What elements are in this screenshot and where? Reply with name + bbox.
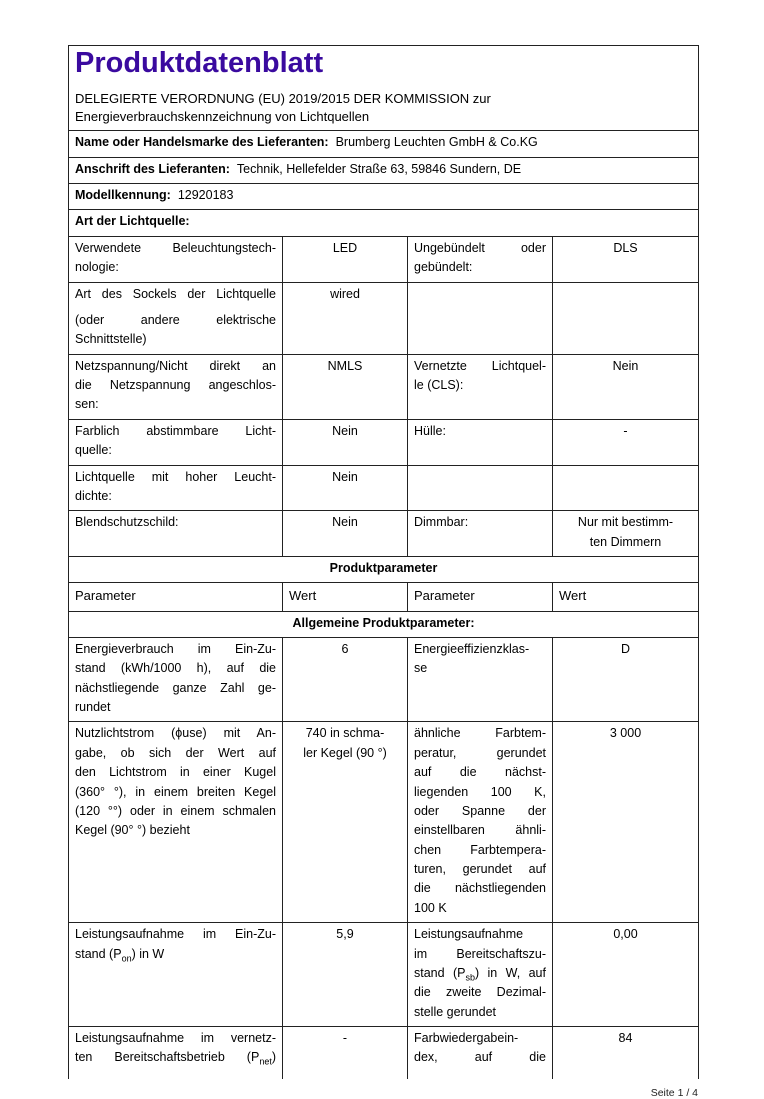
param-useful-luminous-flux-value: 740 in schma- ler Kegel (90 °)	[283, 722, 408, 923]
param-envelope-label: Hülle:	[408, 419, 553, 465]
param-high-luminance-value: Nein	[283, 465, 408, 511]
column-header-row	[69, 583, 699, 611]
supplier-address-cell	[69, 157, 699, 183]
section-header-row	[69, 611, 699, 637]
column-header-wert-1: Wert	[283, 583, 408, 611]
param-power-on-state-value: 5,9	[283, 923, 408, 1027]
param-color-rendering-index-value: 84	[553, 1027, 699, 1079]
empty-cell	[408, 282, 553, 354]
param-standby-power-value: 0,00	[553, 923, 699, 1027]
param-connected-light-source-label: Vernetzte Lichtquel- le (CLS):	[408, 354, 553, 419]
param-color-rendering-index-label: Farbwiedergabein- dex, auf die	[408, 1027, 553, 1079]
title-cell	[69, 46, 699, 131]
param-networked-standby-value: -	[283, 1027, 408, 1079]
supplier-name-cell	[69, 131, 699, 157]
table-row-networked-standby	[69, 1027, 699, 1079]
model-id-cell	[69, 184, 699, 210]
section-header-row	[69, 557, 699, 583]
table-row-power-on-state	[69, 923, 699, 1027]
section-header-produktparameter: Produktparameter	[69, 557, 699, 583]
param-networked-standby-label: Leistungsaufnahme im vernetz- ten Bereitschaftsbetrieb $(P_{net})$	[69, 1027, 283, 1079]
supplier-address-label: Anschrift des Lieferanten:	[75, 161, 230, 176]
empty-cell	[553, 465, 699, 511]
param-mains-voltage-value: NMLS	[283, 354, 408, 419]
datasheet-table	[68, 45, 699, 1079]
param-standby-power-label: Leistungsaufnahme im Bereitschaftszu- stand $(P_{sb})$ in W, auf die zweite Dezimal- stelle gerundet	[408, 923, 553, 1027]
param-lighting-technology-label: Verwendete Beleuchtungstech- nologie:	[69, 236, 283, 282]
param-anti-glare-label: Blendschutzschild:	[69, 511, 283, 557]
column-header-parameter-2: Parameter	[408, 583, 553, 611]
param-color-tunable-value: Nein	[283, 419, 408, 465]
table-row-color-tunable	[69, 419, 699, 465]
supplier-address-value: Technik, Hellefelder Straße 63, 59846 Sundern, DE	[236, 161, 522, 176]
param-energy-consumption-value: 6	[283, 637, 408, 722]
product-datasheet-page	[68, 45, 698, 1099]
param-socket-type-label: Art des Sockels der Lichtquelle (oder andere elektrische Schnittstelle)	[69, 282, 283, 354]
table-row-mains-voltage	[69, 354, 699, 419]
light-source-type-label: Art der Lichtquelle:	[75, 214, 190, 229]
table-row-lighting-technology	[69, 236, 699, 282]
param-power-on-state-label: Leistungsaufnahme im Ein-Zu- stand $(P_{on})$ in W	[69, 923, 283, 1027]
param-dimmable-label: Dimmbar:	[408, 511, 553, 557]
light-source-type-row	[69, 210, 699, 236]
model-id-label: Modellkennung:	[75, 188, 171, 203]
model-id-value: 12920183	[177, 188, 234, 203]
model-id-row	[69, 184, 699, 210]
page-title: Produktdatenblatt	[75, 47, 324, 79]
param-socket-type-value: wired	[283, 282, 408, 354]
param-energy-class-value: D	[553, 637, 699, 722]
param-directional-label: Ungebündelt oder gebündelt:	[408, 236, 553, 282]
param-energy-consumption-label: Energieverbrauch im Ein-Zu- stand (kWh/1000 h), auf die nächstliegende ganze Zahl ge- rundet	[69, 637, 283, 722]
param-envelope-value: -	[553, 419, 699, 465]
supplier-name-label: Name oder Handelsmarke des Lieferanten:	[75, 135, 329, 150]
empty-cell	[408, 465, 553, 511]
light-source-type-cell	[69, 210, 699, 236]
param-useful-luminous-flux-label: Nutzlichtstrom (ϕuse) mit An- gabe, ob sich der Wert auf den Lichtstrom in einer Kugel (360° °), in einem breiten Kegel (120 °°) oder in einem schmalen Kegel (90° °) bezieht	[69, 722, 283, 923]
title-row	[69, 46, 699, 131]
table-row-high-luminance	[69, 465, 699, 511]
section-header-allgemeine-produktparameter: Allgemeine Produktparameter:	[69, 611, 699, 637]
empty-cell	[553, 282, 699, 354]
regulation-subtitle: DELEGIERTE VERORDNUNG (EU) 2019/2015 DER KOMMISSION zur Energieverbrauchskennzeichnung von Lichtquellen	[75, 90, 491, 125]
param-mains-voltage-label: Netzspannung/Nicht direkt an die Netzspannung angeschlos- sen:	[69, 354, 283, 419]
table-row-useful-luminous-flux	[69, 722, 699, 923]
table-row-anti-glare	[69, 511, 699, 557]
page-number: Seite 1 / 4	[650, 1086, 698, 1099]
column-header-parameter-1: Parameter	[69, 583, 283, 611]
supplier-name-row	[69, 131, 699, 157]
param-energy-class-label: Energieeffizienzklas- se	[408, 637, 553, 722]
supplier-name-value: Brumberg Leuchten GmbH & Co.KG	[335, 135, 538, 150]
param-lighting-technology-value: LED	[283, 236, 408, 282]
param-color-tunable-label: Farblich abstimmbare Licht- quelle:	[69, 419, 283, 465]
column-header-wert-2: Wert	[553, 583, 699, 611]
param-connected-light-source-value: Nein	[553, 354, 699, 419]
table-row-socket-type	[69, 282, 699, 354]
param-color-temperature-value: 3 000	[553, 722, 699, 923]
table-row-energy-consumption	[69, 637, 699, 722]
param-color-temperature-label: ähnliche Farbtem- peratur, gerundet auf die nächst- liegenden 100 K, oder Spanne der einstellbaren ähnli- chen Farbtempera- turen, gerundet auf die nächstliegenden 100 K	[408, 722, 553, 923]
param-anti-glare-value: Nein	[283, 511, 408, 557]
supplier-address-row	[69, 157, 699, 183]
param-dimmable-value: Nur mit bestimm- ten Dimmern	[553, 511, 699, 557]
param-high-luminance-label: Lichtquelle mit hoher Leucht- dichte:	[69, 465, 283, 511]
param-directional-value: DLS	[553, 236, 699, 282]
